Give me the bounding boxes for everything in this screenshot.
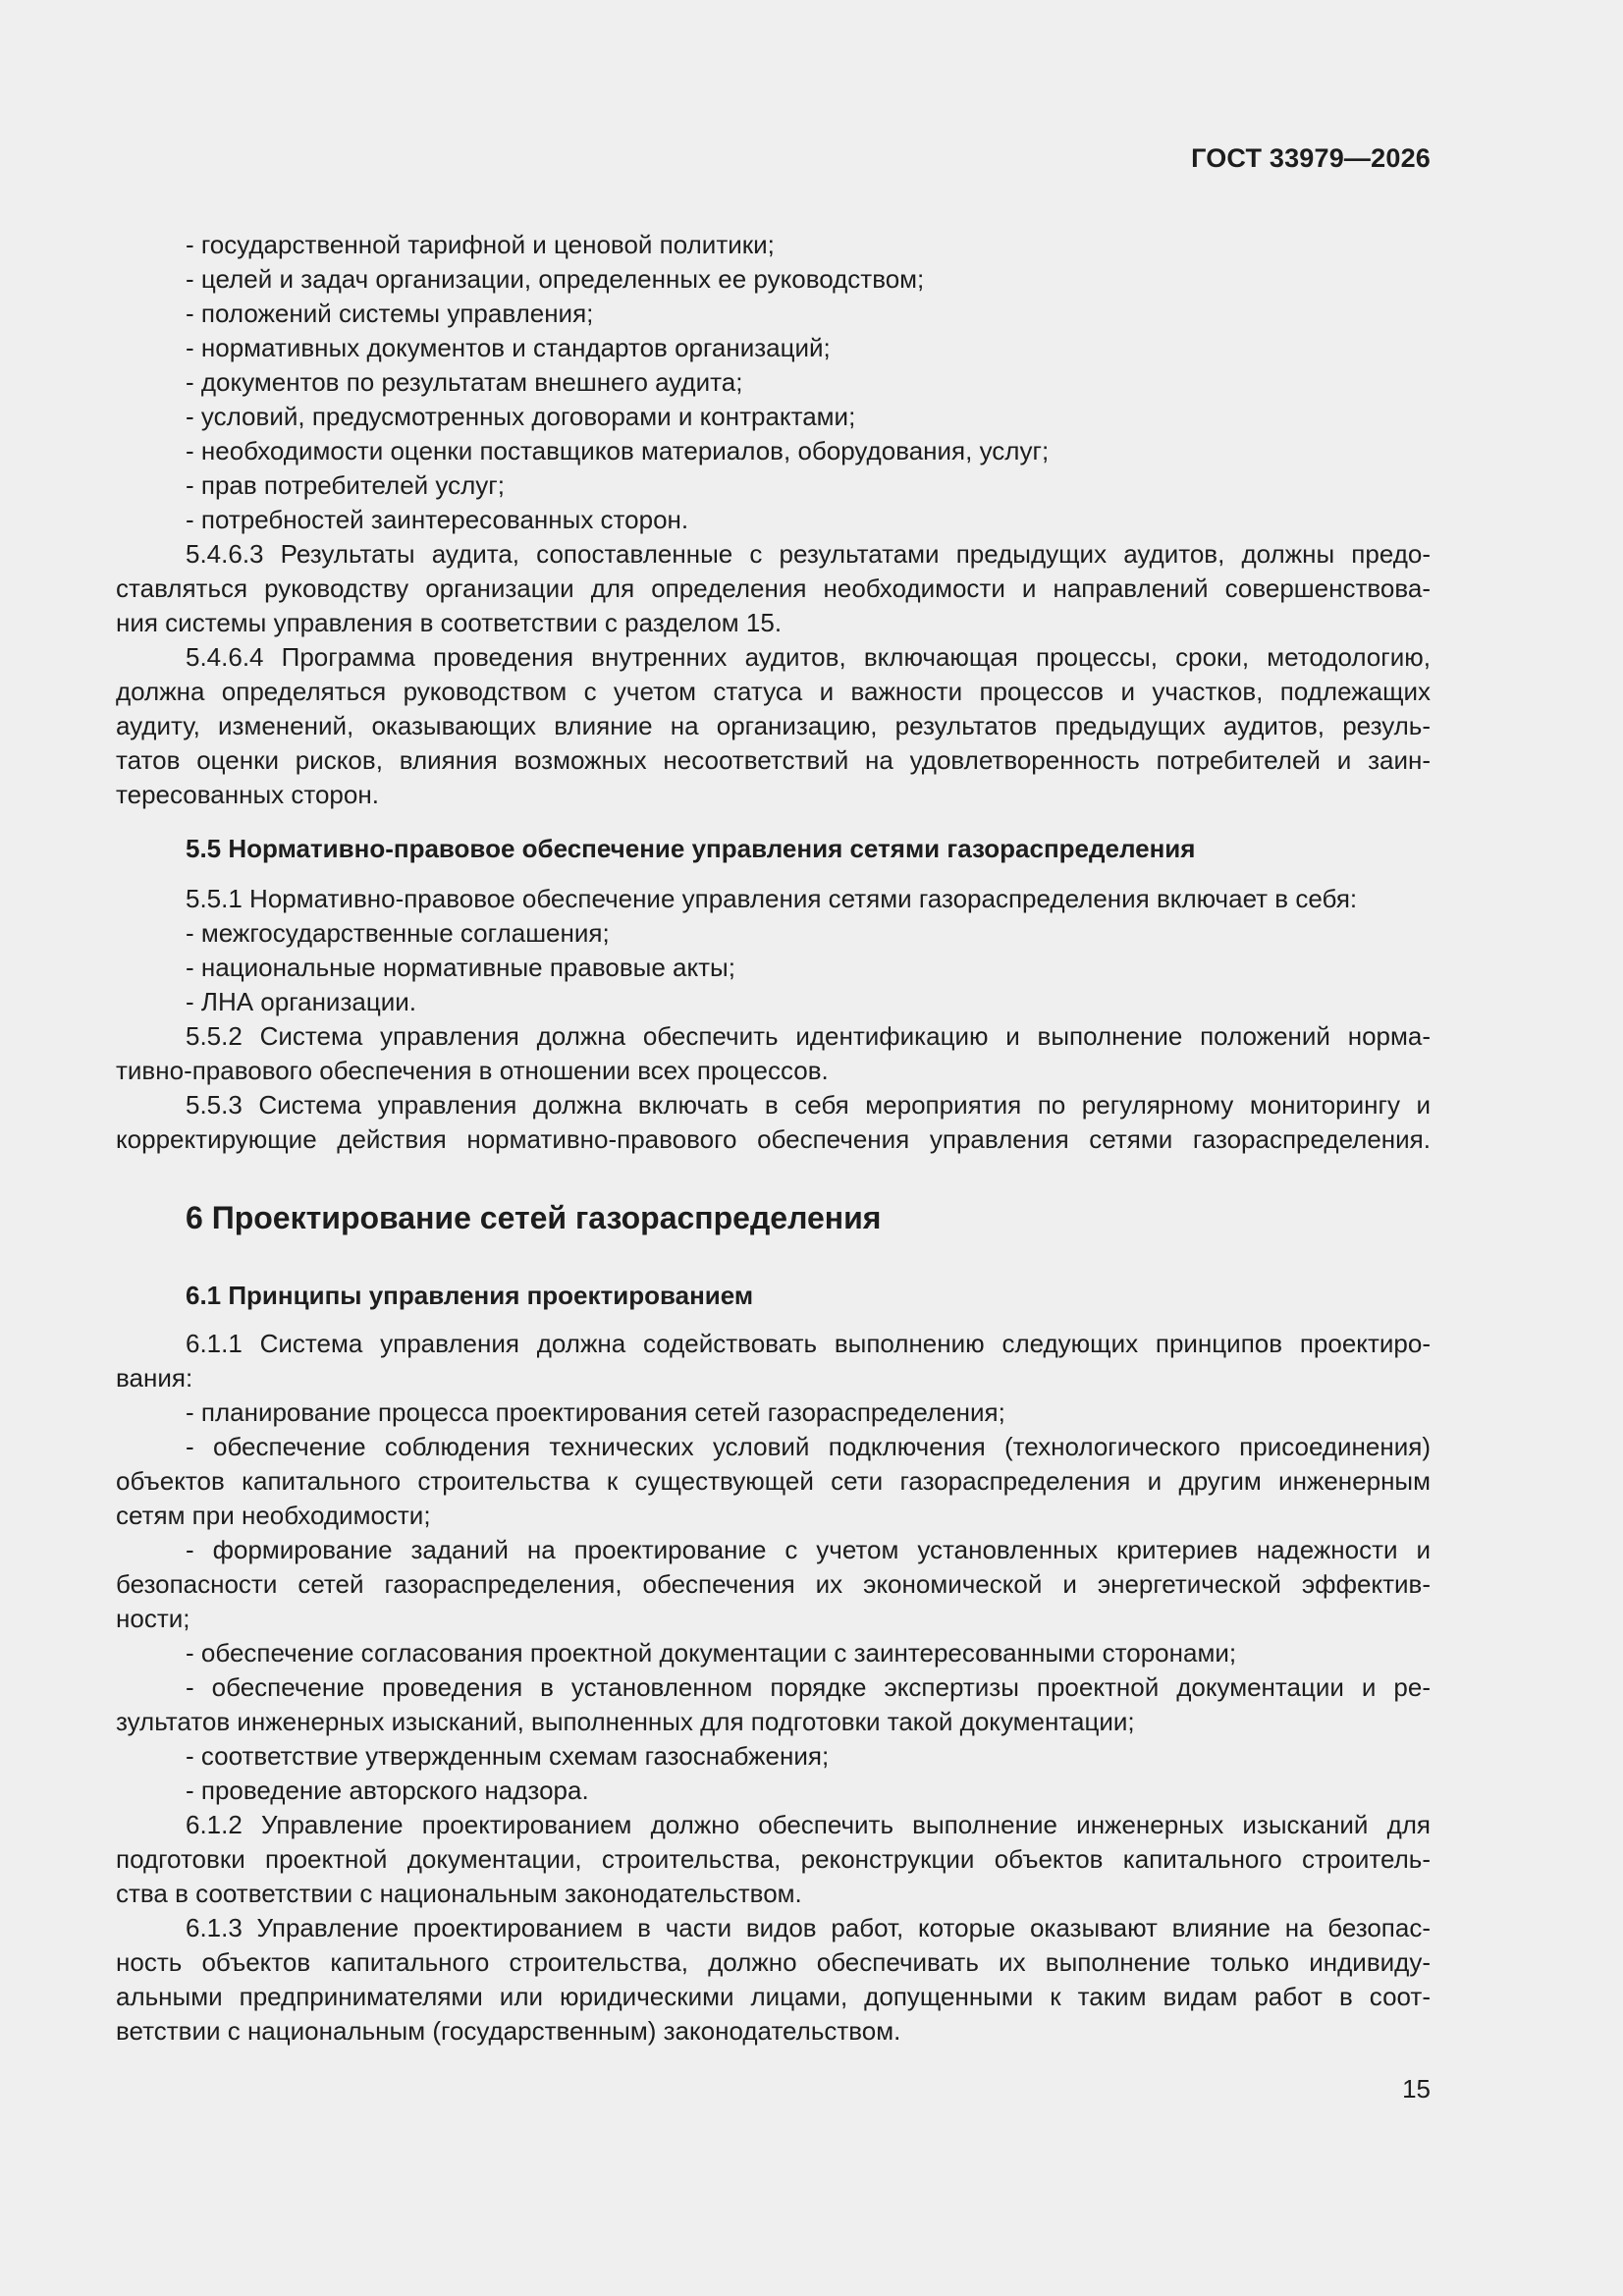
paragraph-line: ставляться руководству организации для определения необходимости и направлений совершенствова- — [116, 574, 1431, 603]
paragraph-line: должна определяться руководством с учетом статуса и важности процессов и участков, подлежащих — [116, 677, 1431, 706]
document-body — [116, 228, 1431, 2049]
paragraph-line: ветствии с национальным (государственным) законодательством. — [116, 2016, 901, 2046]
section-heading-6-1: 6.1 Принципы управления проектированием — [186, 1281, 754, 1310]
paragraph-line: аудиту, изменений, оказывающих влияние на организацию, результатов предыдущих аудитов, резуль- — [116, 711, 1431, 740]
paragraph-line: 5.5.3 Система управления должна включать в себя мероприятия по регулярному мониторингу и — [186, 1090, 1431, 1120]
paragraph-6-1-3 — [116, 1911, 1431, 2049]
list-item-line: сетям при необходимости; — [116, 1501, 431, 1530]
list-item: - условий, предусмотренных договорами и контрактами; — [186, 402, 856, 431]
list-item: - прав потребителей услуг; — [186, 470, 506, 500]
list-item: - положений системы управления; — [186, 299, 594, 328]
section-heading-5-5: 5.5 Нормативно-правовое обеспечение управления сетями газораспределения — [186, 834, 1196, 863]
paragraph-5-5-2 — [116, 1019, 1431, 1088]
chapter-heading-6: 6 Проектирование сетей газораспределения — [186, 1200, 882, 1235]
list-item: - национальные нормативные правовые акты; — [186, 953, 735, 982]
list-item: - обеспечение проведения в установленном порядке экспертизы проектной документации и ре- — [186, 1672, 1431, 1702]
list-item: - проведение авторского надзора. — [186, 1776, 589, 1805]
paragraph-line: 6.1.3 Управление проектированием в части видов работ, которые оказывают влияние на безопас- — [186, 1913, 1431, 1942]
paragraph-6-1-2 — [116, 1808, 1431, 1911]
paragraph-line: вания: — [116, 1363, 193, 1393]
paragraph-line: 5.4.6.4 Программа проведения внутренних аудитов, включающая процессы, сроки, методологию, — [186, 642, 1431, 672]
requirements-list — [116, 228, 1431, 537]
paragraph-line: ния системы управления в соответствии с разделом 15. — [116, 608, 783, 637]
list-item-line: зультатов инженерных изысканий, выполненных для подготовки такой документации; — [116, 1707, 1135, 1736]
paragraph-line: 5.5.1 Нормативно-правовое обеспечение управления сетями газораспределения включает в себя: — [186, 884, 1358, 913]
paragraph-line: тивно-правового обеспечения в отношении всех процессов. — [116, 1056, 829, 1085]
list-item: - необходимости оценки поставщиков материалов, оборудования, услуг; — [186, 436, 1050, 465]
paragraph-5-4-6-3 — [116, 537, 1431, 640]
list-item: - государственной тарифной и ценовой политики; — [186, 230, 775, 259]
paragraph-line: корректирующие действия нормативно-правового обеспечения управления сетями газораспределения. — [116, 1124, 1431, 1154]
list-item: - планирование процесса проектирования сетей газораспределения; — [186, 1397, 1005, 1427]
list-item-line: объектов капитального строительства к существующей сети газораспределения и другим инженерным — [116, 1466, 1431, 1496]
list-item: - формирование заданий на проектирование с учетом установленных критериев надежности и — [186, 1535, 1431, 1564]
list-item-line: безопасности сетей газораспределения, обеспечения их экономической и энергетической эффектив- — [116, 1569, 1431, 1599]
list-item: - целей и задач организации, определенных ее руководством; — [186, 264, 925, 294]
list-item-line: ности; — [116, 1604, 190, 1633]
paragraph-line: 6.1.1 Система управления должна содействовать выполнению следующих принципов проектиро- — [186, 1329, 1431, 1358]
paragraph-5-4-6-4 — [116, 640, 1431, 812]
paragraph-5-5-1 — [116, 882, 1431, 1019]
paragraph-line: альными предпринимателями или юридическими лицами, допущенными к таким видам работ в соот- — [116, 1982, 1431, 2011]
list-item: - документов по результатам внешнего аудита; — [186, 367, 743, 397]
paragraph-5-5-3 — [116, 1088, 1431, 1157]
list-item: - обеспечение соблюдения технических условий подключения (технологического присоединения) — [186, 1432, 1431, 1461]
list-item: - нормативных документов и стандартов организаций; — [186, 333, 831, 362]
paragraph-line: подготовки проектной документации, строительства, реконструкции объектов капитального строитель- — [116, 1844, 1431, 1874]
list-item: - обеспечение согласования проектной документации с заинтересованными сторонами; — [186, 1638, 1237, 1667]
list-item: - соответствие утвержденным схемам газоснабжения; — [186, 1741, 830, 1771]
paragraph-line: ность объектов капитального строительства, должно обеспечивать их выполнение только индивиду- — [116, 1947, 1431, 1977]
page-number: 15 — [1402, 2074, 1431, 2104]
paragraph-line: татов оценки рисков, влияния возможных несоответствий на удовлетворенность потребителей и заин- — [116, 745, 1431, 775]
paragraph-line: 5.5.2 Система управления должна обеспечить идентификацию и выполнение положений норма- — [186, 1021, 1431, 1051]
paragraph-line: ства в соответствии с национальным законодательством. — [116, 1879, 802, 1908]
paragraph-line: 5.4.6.3 Результаты аудита, сопоставленные с результатами предыдущих аудитов, должны предо- — [186, 539, 1431, 569]
list-item: - межгосударственные соглашения; — [186, 918, 610, 948]
paragraph-line: 6.1.2 Управление проектированием должно обеспечить выполнение инженерных изысканий для — [186, 1810, 1431, 1839]
paragraph-line: тересованных сторон. — [116, 780, 379, 809]
document-standard-id: ГОСТ 33979—2026 — [1191, 143, 1431, 173]
list-item: - потребностей заинтересованных сторон. — [186, 505, 689, 534]
paragraph-6-1-1 — [116, 1327, 1431, 1808]
list-item: - ЛНА организации. — [186, 987, 417, 1016]
